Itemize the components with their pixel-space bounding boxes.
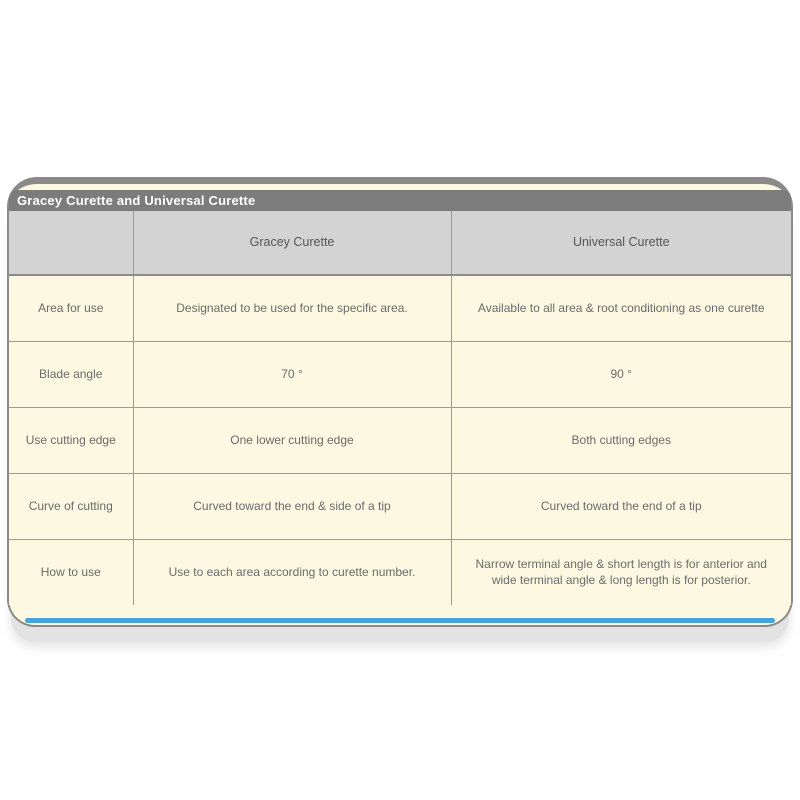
- gracey-value-cell: Use to each area according to curette number.: [133, 539, 451, 605]
- header-cell-gracey-curette: Gracey Curette: [133, 211, 451, 275]
- card-title: Gracey Curette and Universal Curette: [17, 193, 256, 208]
- column-header-row: [9, 211, 791, 275]
- row-curve-of-cutting: [9, 473, 791, 539]
- universal-value-cell: 90 °: [451, 341, 791, 407]
- title-bar: [9, 190, 791, 211]
- header-cell-empty: [9, 211, 133, 275]
- row-area-for-use: [9, 275, 791, 341]
- row-label: Area for use: [9, 275, 133, 341]
- universal-value-cell: Both cutting edges: [451, 407, 791, 473]
- universal-value-cell: Curved toward the end of a tip: [451, 473, 791, 539]
- row-label: Use cutting edge: [9, 407, 133, 473]
- row-how-to-use: [9, 539, 791, 605]
- universal-value-cell: Available to all area & root conditioning as one curette: [451, 275, 791, 341]
- row-use-cutting-edge: [9, 407, 791, 473]
- universal-value-cell: Narrow terminal angle & short length is for anterior and wide terminal angle & long length is for posterior.: [451, 539, 791, 605]
- gracey-value-cell: 70 °: [133, 341, 451, 407]
- comparison-card: [7, 177, 793, 627]
- gracey-value-cell: One lower cutting edge: [133, 407, 451, 473]
- bottom-accent-bar: [25, 618, 775, 623]
- row-label: Blade angle: [9, 341, 133, 407]
- row-blade-angle: [9, 341, 791, 407]
- comparison-table: [9, 211, 791, 605]
- gracey-value-cell: Designated to be used for the specific area.: [133, 275, 451, 341]
- row-label: How to use: [9, 539, 133, 605]
- gracey-value-cell: Curved toward the end & side of a tip: [133, 473, 451, 539]
- row-label: Curve of cutting: [9, 473, 133, 539]
- header-cell-universal-curette: Universal Curette: [451, 211, 791, 275]
